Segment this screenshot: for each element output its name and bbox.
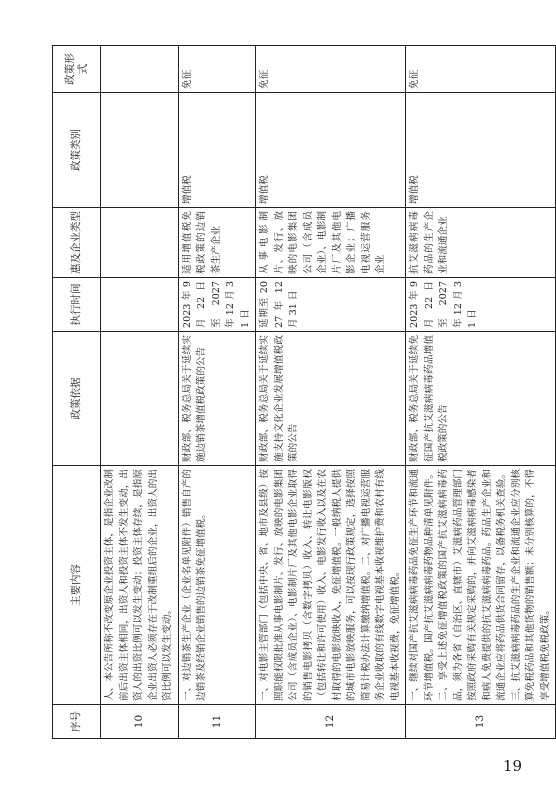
row-category: 增值税 (406, 93, 556, 208)
row-form: 免征 (406, 46, 556, 93)
row-content: 一、对电影主管部门（包括中央、省、地市及县级）按照职能权限批准从事电影制片、发行、放映的电影集团公司（含成员企业）、电影制片厂及其他电影企业取得的销售电影拷贝（含数字拷贝）收入、转让电影版权（包括转让和许可使用）收入、电影发行收入以及在农村取得的电影放映收入，免征增值税。一般纳税人提供的城市电影放映服务，可以按现行政策规定，选择按照简易计税办法计算缴纳增值税。二、对广播电视运营服务企业收取的有线数字电视基本收视维护费和农村有线电视基本收视费，免征增值税。 (256, 466, 406, 705)
row-content: 人、本公告所称不改变原企业投资主体，是指企业改制前后出资主体相同，出资人和投资主体不发生变动，出资人的出资比例可以发生变动；投资主体存续，是指原企业出资人必须存在于改制重组后的企业，出资人的出资比例可以发生变动。 (101, 466, 179, 705)
row-category: 增值税 (178, 93, 256, 208)
header-basis: 政策依据 (53, 332, 101, 466)
header-num: 序号 (53, 705, 101, 739)
row-period: 2023 年 9 月 22 日至 2027 年 12 月 31 日 (178, 278, 256, 332)
row-basis: 财政部、税务总局关于延续免征国产抗艾滋病病毒药品增值税政策的公告 (406, 332, 556, 466)
table-row (406, 46, 556, 739)
row-basis: 财政部、税务总局关于延续实施边销茶增值税政策的公告 (178, 332, 256, 466)
policy-table (52, 45, 556, 739)
row-form (101, 46, 179, 93)
row-num: 12 (256, 705, 406, 739)
rotated-policy-table (52, 46, 551, 739)
row-content: 一、对边销茶生产企业（企业名单见附件）销售自产的边销茶及经销企业销售的边销茶免征增值税。 (178, 466, 256, 705)
table-header-row (53, 46, 101, 739)
header-category: 政策类别 (53, 93, 101, 208)
row-form: 免征 (178, 46, 256, 93)
header-form: 政策形式 (53, 46, 101, 93)
header-content: 主要内容 (53, 466, 101, 705)
table-row (101, 46, 179, 739)
row-enjoyer (101, 208, 179, 278)
row-period (101, 278, 179, 332)
row-num: 10 (101, 705, 179, 739)
row-form: 免征 (256, 46, 406, 93)
page-number: 19 (503, 757, 523, 775)
row-category: 增值税 (256, 93, 406, 208)
row-period: 2023 年 9 月 22 日至 2027 年 12 月 31 日 (406, 278, 556, 332)
row-enjoyer: 适用增值税免税政策的边销茶生产企业 (178, 208, 256, 278)
row-content: 一、继续对国产抗艾滋病病毒药品免征生产环节和流通环节增值税。国产抗艾滋病病毒药物品种清单见附件。二、享受上述免征增值税政策的国产抗艾滋病病毒药品，须为各省（自治区、直辖市）艾滋病药品管理部门按照政府采购有关规定采购的，并向艾滋病病毒感染者和病人免费提供的抗艾滋病病毒药品。药品生产企业和流通企业应将药品供货合同留存，以备税务机关查验。三、抗艾滋病病毒药品的生产企业和流通企业应分别核算免税药品和其他货物的销售额；未分别核算的，不得享受增值税免税政策。 (406, 466, 556, 705)
row-num: 11 (178, 705, 256, 739)
row-basis (101, 332, 179, 466)
table-row (256, 46, 406, 739)
row-enjoyer: 从事电影制片、发行、放映的电影集团公司（含成员企业）、电影制片厂及其他电影企业；广播电视运营服务企业 (256, 208, 406, 278)
row-enjoyer: 抗艾滋病病毒药品的生产企业和流通企业 (406, 208, 556, 278)
table-row (178, 46, 256, 739)
row-basis: 财政部、税务总局关于延续实施支持文化企业发展增值税政策的公告 (256, 332, 406, 466)
row-num: 13 (406, 705, 556, 739)
header-enjoyer: 惠及企业类型 (53, 208, 101, 278)
row-period: 延期至 2027 年 12 月 31 日 (256, 278, 406, 332)
row-category (101, 93, 179, 208)
header-period: 执行时间 (53, 278, 101, 332)
